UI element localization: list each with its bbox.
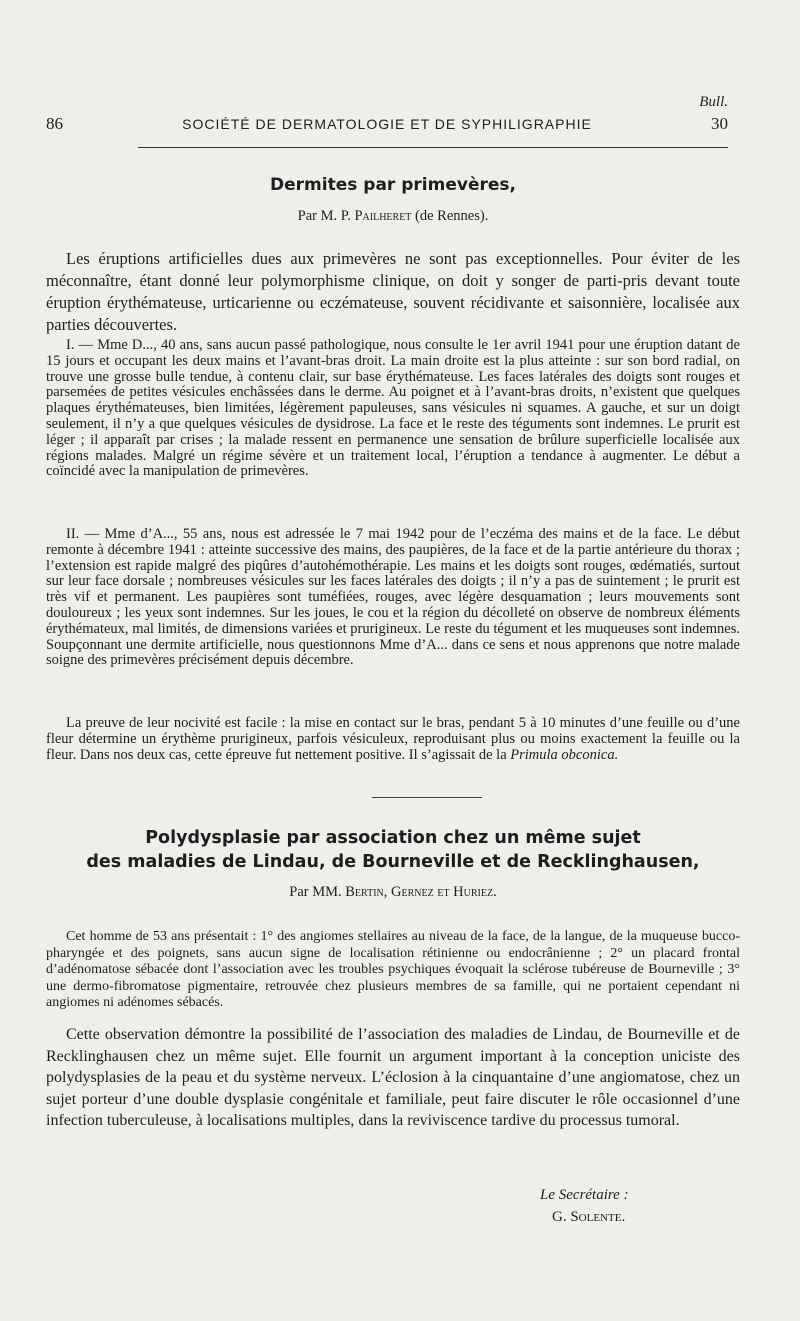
article2-title: Polydysplasie par association chez un même sujet des maladies de Lindau, de Bourneville et de Recklinghausen, bbox=[86, 828, 700, 872]
journal-title: SOCIÉTÉ DE DERMATOLOGIE ET DE SYPHILIGRAPHIE bbox=[182, 116, 592, 132]
bulletin-reference: Bull. bbox=[699, 94, 728, 110]
running-header bbox=[46, 114, 728, 134]
article1-author: Pailheret bbox=[354, 208, 412, 224]
page-number: 86 bbox=[46, 114, 63, 133]
species-name: Primula obconica. bbox=[510, 746, 619, 763]
article1-case1: I. — Mme D..., 40 ans, sans aucun passé pathologique, nous consulte le 1er avril 1941 pour une éruption datant de 15 jours et occupant les deux mains et l’avant-bras droit. La main droite est la plus atteinte : sur son bord radial, on trouve une grosse bulle tendue, à contenu clair, sur base érythémateuse. Les faces latérales des doigts sont rouges et parsemées de petites vésicules enchâssées dans le derme. Au poignet et à l’avant-bras droits, n’existent que quelques plaques érythémateuses, bien limitées, légèrement papuleuses, sans vésicules ni squames. A gauche, et sur un doigt seulement, il n’y a que quelques vésicules de dysidrose. La face et le reste des téguments sont indemnes. Le prurit est léger ; il apparaît par crises ; la malade ressent en permanence une sensation de brûlure superficielle localisée aux régions malades. Malgré un régime sévère et un traitement local, l’éruption a tendance à augmenter. Le début a coïncidé avec la manipulation de primevères. bbox=[46, 337, 740, 480]
article1-title: Dermites par primevères, bbox=[270, 175, 516, 195]
article1-byline: Par M. P. Pailheret (de Rennes). bbox=[297, 208, 489, 224]
article1-case2: II. — Mme d’A..., 55 ans, nous est adressée le 7 mai 1942 pour de l’eczéma des mains et de la face. Le début remonte à décembre 1941 : atteinte successive des mains, des paupières, de la face et de la partie antérieure du thorax ; l’extension est rapide malgré des piqûres d’autohémothérapie. Les mains et les doigts sont rouges, œdématiés, surtout sur leur face dorsale ; nombreuses vésicules sur les faces latérales des doigts ; il n’y a pas de suintement ; le prurit est très vif et permanent. Les paupières sont tuméfiées, rouges, avec légère desquamation ; leurs mouvements sont douloureux ; les yeux sont indemnes. Sur les joues, le cou et la région du décolleté on observe de nombreux éléments érythémateux, mal limités, de dimensions variées et prurigineux. Le reste du tégument et les muqueuses sont indemnes. Soupçonnant une dermite artificielle, nous questionnons Mme d’A... dans ce sens et nous apprenons que notre malade soigne des primevères précisément depuis décembre. bbox=[46, 526, 740, 669]
article2-paragraph-2: Cette observation démontre la possibilité de l’association des maladies de Lindau, de Bourneville et de Recklinghausen chez un même sujet. Elle fournit un argument important à la conception uniciste des polydysplasies de la peau et du système nerveux. L’éclosion à la cinquantaine d’une angiomatose, chez un sujet porteur d’une double dysplasie congénitale et familiale, peut faire discuter le rôle occasionnel d’une infection tuberculeuse, à localisations multiples, dans la reviviscence tardive du processus tumoral. bbox=[46, 1026, 740, 1129]
article2-authors: Bertin, Gernez et Huriez. bbox=[345, 884, 497, 900]
signature-role: Le Secrétaire : bbox=[540, 1187, 629, 1203]
article1-proof: La preuve de leur nocivité est facile : la mise en contact sur le bras, pendant 5 à 10 minutes d’une feuille ou d’une fleur détermine un érythème prurigineux, parfois vésiculeux, reproduisant plus ou moins exactement la feuille ou la fleur. Dans nos deux cas, cette épreuve fut nettement positive. Il s’agissait de la Primula obconica. bbox=[46, 715, 740, 763]
signature-name: G. Solente. bbox=[552, 1209, 626, 1225]
article2-byline: Par MM. Bertin, Gernez et Huriez. bbox=[289, 884, 497, 900]
volume-number: 30 bbox=[710, 114, 728, 133]
header-rule bbox=[138, 147, 728, 148]
article1-intro: Les éruptions artificielles dues aux primevères ne sont pas exceptionnelles. Pour éviter de les méconnaître, étant donné leur polymorphisme clinique, on doit y songer de parti-pris devant toute éruption érythémateuse, urticarienne ou eczémateuse, souvent récidivante et saisonnière, localisée aux parties découvertes. bbox=[46, 249, 740, 334]
article-separator bbox=[372, 797, 482, 798]
article2-paragraph-1: Cet homme de 53 ans présentait : 1° des angiomes stellaires au niveau de la face, de la langue, de la muqueuse bucco-pharyngée et des poignets, sans aucun signe de localisation rétinienne ou endocrânienne ; 2° un placard frontal d’adénomatose sébacée dont l’association avec les troubles psychiques évoquait la sclérose tubéreuse de Bourneville ; 3° une dermo-fibromatose pigmentaire, retrouvée chez plusieurs membres de sa famille, qui ne portaient cependant ni angiomes ni adénomes sébacés. bbox=[46, 929, 740, 1010]
